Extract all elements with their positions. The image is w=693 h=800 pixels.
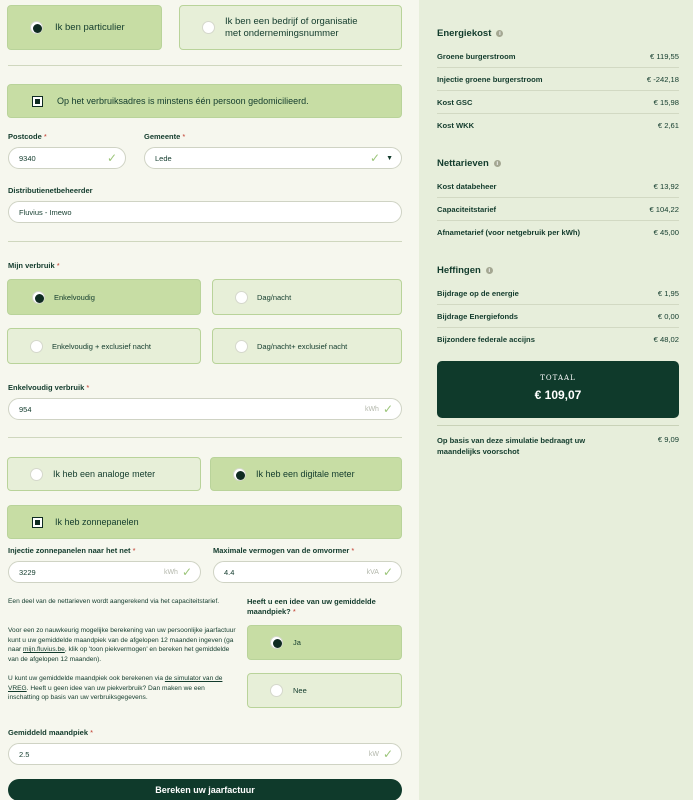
totaal-box bbox=[437, 361, 679, 418]
piek-nee-radio[interactable] bbox=[270, 684, 283, 697]
voorschot-label: Op basis van deze simulatie bedraagt uw maandelijks voorschot bbox=[437, 436, 586, 456]
check-icon: ✓ bbox=[106, 151, 117, 165]
particulier-radio[interactable] bbox=[30, 21, 43, 34]
particulier-option[interactable] bbox=[7, 5, 162, 50]
enkel-excl-radio[interactable] bbox=[30, 340, 43, 353]
postcode-input[interactable]: 9340 ✓ bbox=[8, 147, 126, 169]
enkelvoudig-label: Enkelvoudig bbox=[54, 292, 95, 302]
summary-row: Injectie groene burgerstroom € -242,18 bbox=[437, 68, 679, 91]
digitaal-label: Ik heb een digitale meter bbox=[256, 469, 355, 479]
domicile-checkbox[interactable] bbox=[32, 96, 43, 107]
check-icon: ✓ bbox=[382, 565, 393, 579]
info-paragraph-1: Een deel van de nettarieven wordt aangerekend via het capaciteitstarief. bbox=[8, 598, 220, 605]
piek-question-label: Heeft u een idee van uw gemiddelde maandpiek? * bbox=[247, 597, 376, 616]
dnb-input[interactable]: Fluvius - Imewo bbox=[8, 201, 402, 223]
info-paragraph-2: Voor een zo nauwkeurig mogelijke berekening van uw persoonlijke jaarfactuur kunt u uw gemiddelde maandpiek van de afgelopen 12 maanden ingeven (ga naar mijn.fluvius.be, klik op 'toon piekvermogen' en bereken het gemiddelde van de afgelopen 12 maanden). bbox=[8, 627, 236, 663]
summary-row: Kost GSC € 15,98 bbox=[437, 91, 679, 114]
domicile-label: Op het verbruiksadres is minstens één persoon gedomicilieerd. bbox=[57, 96, 309, 106]
totaal-value: € 109,07 bbox=[534, 388, 582, 402]
postcode-label: Postcode * bbox=[8, 132, 47, 141]
meter-analoog[interactable] bbox=[7, 457, 201, 491]
gemeente-select[interactable]: Lede ✓ ▼ bbox=[144, 147, 402, 169]
check-icon: ✓ bbox=[181, 565, 192, 579]
piek-nee-label: Nee bbox=[293, 686, 307, 695]
bedrijf-label: Ik ben een bedrijf of organisatie met ondernemingsnummer bbox=[225, 15, 358, 39]
info-paragraph-3: U kunt uw gemiddelde maandpiek ook berekenen via de simulator van de VREG. Heeft u geen idee van uw piekverbruik? Dan maken we een inschatting op basis van uw verbruiksgegevens. bbox=[8, 675, 223, 702]
nettarieven-heading: Nettarieven i bbox=[437, 158, 501, 169]
maandpiek-label: Gemiddeld maandpiek * bbox=[8, 728, 94, 737]
check-icon: ✓ bbox=[370, 151, 381, 165]
bedrijf-radio[interactable] bbox=[202, 21, 215, 34]
bedrijf-option[interactable] bbox=[179, 5, 402, 50]
injectie-input[interactable]: 3229 kWh ✓ bbox=[8, 561, 201, 583]
info-icon[interactable]: i bbox=[496, 30, 503, 37]
zonnepanelen-checkbox[interactable] bbox=[32, 517, 43, 528]
divider bbox=[8, 241, 402, 242]
enkel-verbruik-input[interactable]: 954 kWh ✓ bbox=[8, 398, 402, 420]
summary-row: Kost databeheer € 13,92 bbox=[437, 175, 679, 198]
injectie-label: Injectie zonnepanelen naar het net * bbox=[8, 546, 136, 555]
info-icon[interactable]: i bbox=[486, 267, 493, 274]
summary-row: Kost WKK € 2,61 bbox=[437, 121, 679, 130]
zonnepanelen-checkbox-row[interactable] bbox=[7, 505, 402, 539]
summary-row: Groene burgerstroom € 119,55 bbox=[437, 45, 679, 68]
totaal-label: TOTAAL bbox=[540, 374, 576, 382]
verbruik-dagnacht[interactable] bbox=[212, 279, 402, 315]
summary-row: Capaciteitstarief € 104,22 bbox=[437, 198, 679, 221]
piek-ja-radio[interactable] bbox=[270, 636, 283, 649]
summary-row: Bijdrage Energiefonds € 0,00 bbox=[437, 305, 679, 328]
zonnepanelen-label: Ik heb zonnepanelen bbox=[55, 517, 139, 527]
divider bbox=[8, 437, 402, 438]
dagnacht-radio[interactable] bbox=[235, 291, 248, 304]
domicile-checkbox-row[interactable] bbox=[7, 84, 402, 118]
piek-ja-option[interactable] bbox=[247, 625, 402, 660]
verbruik-enkel-excl[interactable] bbox=[7, 328, 201, 364]
enkelvoudig-radio[interactable] bbox=[32, 291, 45, 304]
digitaal-radio[interactable] bbox=[233, 468, 246, 481]
gemeente-label: Gemeente * bbox=[144, 132, 186, 141]
particulier-label: Ik ben particulier bbox=[55, 22, 125, 33]
vreg-simulator-link[interactable]: de simulator van de VREG bbox=[8, 675, 223, 692]
info-icon[interactable]: i bbox=[494, 160, 501, 167]
unit-label: kWh bbox=[163, 568, 178, 576]
analoog-radio[interactable] bbox=[30, 468, 43, 481]
piek-nee-option[interactable] bbox=[247, 673, 402, 708]
check-icon: ✓ bbox=[382, 747, 393, 761]
analoog-label: Ik heb een analoge meter bbox=[53, 469, 156, 479]
dagnacht-excl-label: Dag/nacht+ exclusief nacht bbox=[257, 341, 348, 351]
verbruik-label: Mijn verbruik * bbox=[8, 261, 60, 270]
enkel-verbruik-label: Enkelvoudig verbruik * bbox=[8, 383, 90, 392]
dnb-label: Distributienetbeheerder bbox=[8, 186, 93, 195]
divider bbox=[437, 425, 679, 426]
summary-row: Bijdrage op de energie € 1,95 bbox=[437, 282, 679, 305]
verbruik-enkelvoudig[interactable] bbox=[7, 279, 201, 315]
chevron-down-icon: ▼ bbox=[386, 154, 393, 162]
unit-label: kVA bbox=[366, 568, 379, 576]
meter-digitaal[interactable] bbox=[210, 457, 402, 491]
verbruik-dagnacht-excl[interactable] bbox=[212, 328, 402, 364]
vermogen-input[interactable]: 4.4 kVA ✓ bbox=[213, 561, 402, 583]
unit-label: kW bbox=[368, 750, 379, 758]
check-icon: ✓ bbox=[382, 402, 393, 416]
voorschot-value: € 9,09 bbox=[657, 435, 679, 444]
divider bbox=[8, 65, 402, 66]
maandpiek-input[interactable]: 2.5 kW ✓ bbox=[8, 743, 402, 765]
dagnacht-label: Dag/nacht bbox=[257, 292, 292, 302]
heffingen-heading: Heffingen i bbox=[437, 265, 493, 276]
enkel-excl-label: Enkelvoudig + exclusief nacht bbox=[52, 341, 152, 351]
bereken-button[interactable]: Bereken uw jaarfactuur bbox=[8, 779, 402, 800]
summary-row: Afnametarief (voor netgebruik per kWh) € 45,00 bbox=[437, 228, 679, 237]
vermogen-label: Maximale vermogen van de omvormer * bbox=[213, 546, 355, 555]
dagnacht-excl-radio[interactable] bbox=[235, 340, 248, 353]
summary-row: Bijzondere federale accijns € 48,02 bbox=[437, 335, 679, 344]
energiekost-heading: Energiekost i bbox=[437, 28, 503, 39]
unit-label: kWh bbox=[364, 405, 379, 413]
piek-ja-label: Ja bbox=[293, 638, 301, 647]
fluvius-link[interactable]: mijn.fluvius.be bbox=[23, 646, 65, 654]
